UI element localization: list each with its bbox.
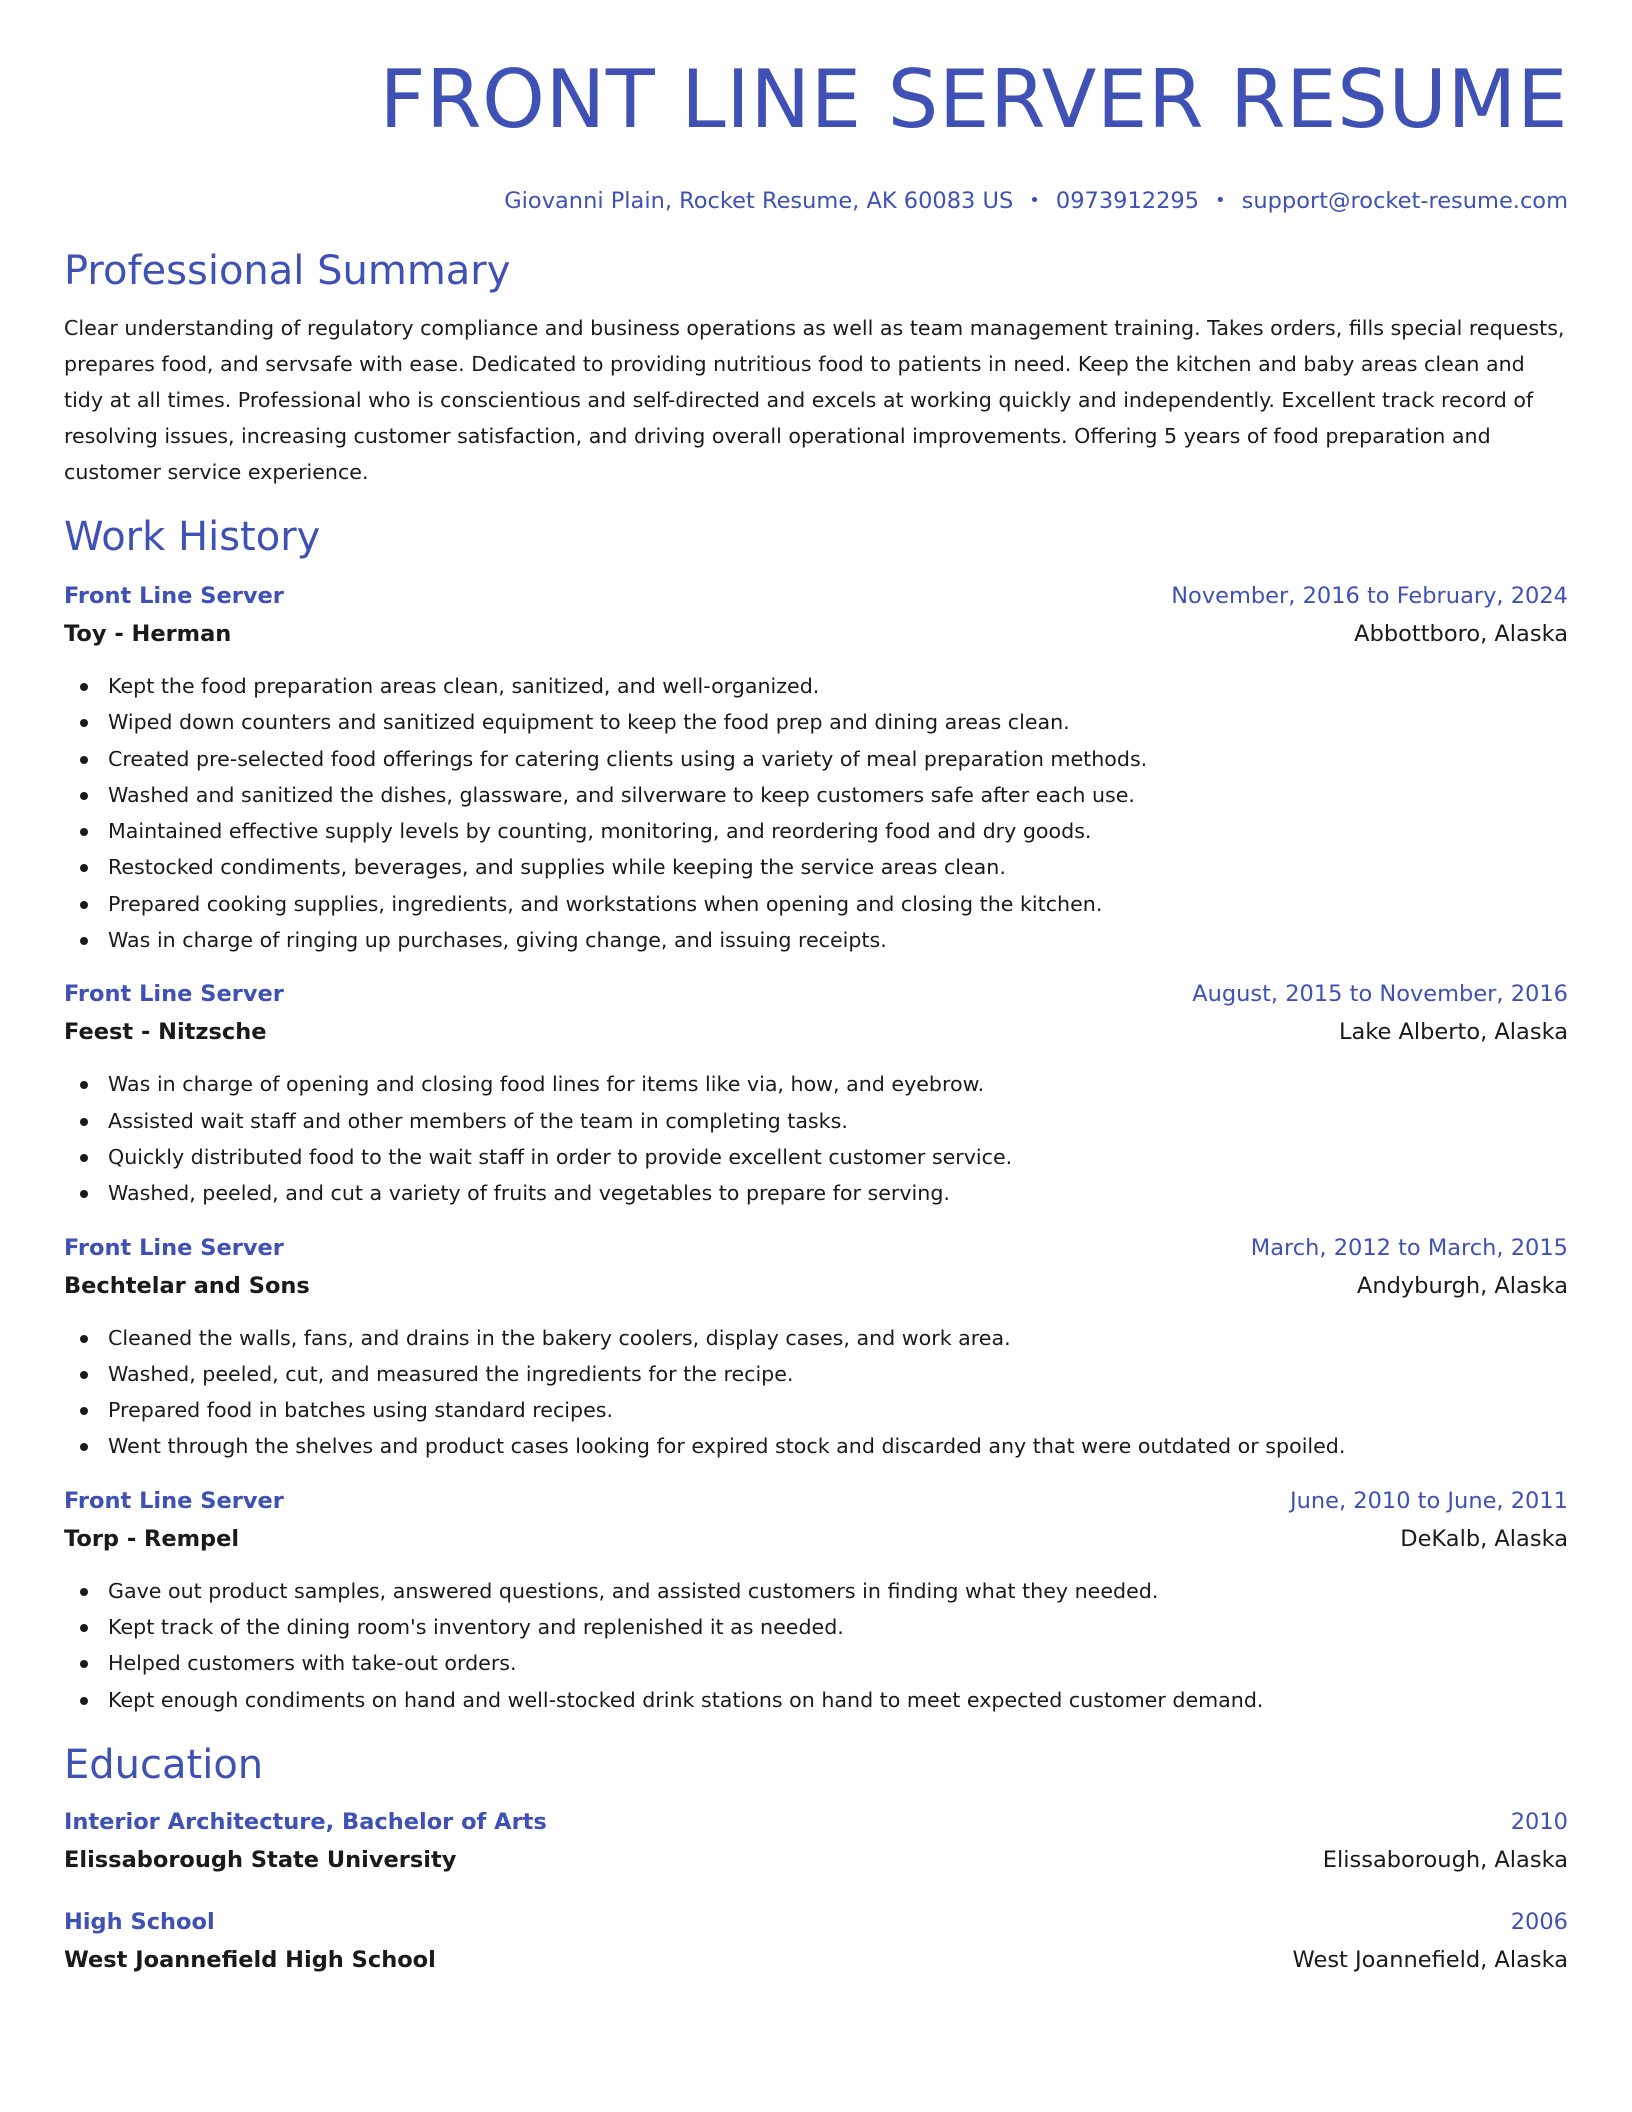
job-location: Lake Alberto, Alaska <box>1338 1019 1568 1046</box>
education-location: Elissaborough, Alaska <box>1322 1846 1568 1873</box>
job-location: Andyburgh, Alaska <box>1356 1272 1568 1299</box>
job-bullets <box>64 668 1568 958</box>
job-entry <box>64 1232 1568 1465</box>
bullet-item: Cleaned the walls, fans, and drains in the bakery coolers, display cases, and work area. <box>64 1320 1568 1356</box>
bullet-item: Quickly distributed food to the wait staff in order to provide excellent customer service. <box>64 1139 1568 1175</box>
job-company: Torp - Rempel <box>64 1525 240 1552</box>
education-school: West Joannefield High School <box>64 1946 436 1973</box>
job-entry <box>64 978 1568 1211</box>
job-bullets <box>64 1573 1568 1718</box>
work-history-section <box>64 512 1568 1718</box>
summary-text: Clear understanding of regulatory compliance and business operations as well as team management training. Takes orders, fills special requests, prepares food, and servsafe with ease. Dedicated to providing nutritious food to patients in need. Keep the kitchen and baby areas clean and tidy at all times. Professional who is conscientious and self-directed and excels at working quickly and independently. Excellent track record of resolving issues, increasing customer satisfaction, and driving overall operational improvements. Offering 5 years of food preparation and customer service experience. <box>64 316 1565 484</box>
education-year: 2010 <box>1510 1808 1568 1835</box>
job-dates: June, 2010 to June, 2011 <box>1289 1487 1568 1514</box>
education-degree: High School <box>64 1908 215 1935</box>
bullet-item: Maintained effective supply levels by counting, monitoring, and reordering food and dry goods. <box>64 813 1568 849</box>
bullet-item: Washed, peeled, and cut a variety of fruits and vegetables to prepare for serving. <box>64 1175 1568 1211</box>
job-dates: August, 2015 to November, 2016 <box>1192 981 1568 1008</box>
contact-address: Giovanni Plain, Rocket Resume, AK 60083 US <box>504 188 1014 214</box>
bullet-item: Prepared food in batches using standard recipes. <box>64 1392 1568 1428</box>
bullet-item: Washed and sanitized the dishes, glassware, and silverware to keep customers safe after each use. <box>64 777 1568 813</box>
bullet-item: Was in charge of ringing up purchases, giving change, and issuing receipts. <box>64 922 1568 958</box>
bullet-item: Prepared cooking supplies, ingredients, and workstations when opening and closing the kitchen. <box>64 886 1568 922</box>
job-title: Front Line Server <box>64 981 284 1008</box>
bullet-item: Kept track of the dining room's inventory and replenished it as needed. <box>64 1609 1568 1645</box>
job-dates: November, 2016 to February, 2024 <box>1171 583 1568 609</box>
education-year: 2006 <box>1510 1908 1568 1935</box>
bullet-item: Kept the food preparation areas clean, sanitized, and well-organized. <box>64 668 1568 704</box>
bullet-item: Gave out product samples, answered questions, and assisted customers in finding what they needed. <box>64 1573 1568 1609</box>
education-section <box>64 1740 1568 1976</box>
bullet-item: Restocked condiments, beverages, and supplies while keeping the service areas clean. <box>64 849 1568 885</box>
education-school: Elissaborough State University <box>64 1846 457 1873</box>
contact-line <box>64 186 1568 216</box>
bullet-item: Went through the shelves and product cases looking for expired stock and discarded any that were outdated or spoiled. <box>64 1428 1568 1464</box>
bullet-item: Was in charge of opening and closing food lines for items like via, how, and eyebrow. <box>64 1066 1568 1102</box>
bullet-item: Created pre-selected food offerings for catering clients using a variety of meal preparation methods. <box>64 741 1568 777</box>
education-entry <box>64 1906 1568 1976</box>
summary-section <box>64 246 1568 490</box>
job-dates: March, 2012 to March, 2015 <box>1250 1234 1568 1261</box>
job-title: Front Line Server <box>64 583 284 609</box>
bullet-item: Assisted wait staff and other members of the team in completing tasks. <box>64 1103 1568 1139</box>
job-entry <box>64 580 1568 958</box>
job-title: Front Line Server <box>64 1487 284 1514</box>
education-location: West Joannefield, Alaska <box>1292 1946 1568 1973</box>
contact-separator: • <box>1215 190 1226 211</box>
bullet-item: Wiped down counters and sanitized equipment to keep the food prep and dining areas clean. <box>64 704 1568 740</box>
education-degree: Interior Architecture, Bachelor of Arts <box>64 1808 547 1835</box>
job-entry <box>64 1485 1568 1718</box>
job-company: Feest - Nitzsche <box>64 1019 267 1046</box>
job-company: Bechtelar and Sons <box>64 1272 310 1299</box>
job-location: Abbottboro, Alaska <box>1354 621 1568 647</box>
page-title: FRONT LINE SERVER RESUME <box>379 53 1568 146</box>
bullet-item: Helped customers with take-out orders. <box>64 1645 1568 1681</box>
contact-email: support@rocket-resume.com <box>1241 188 1568 214</box>
job-company: Toy - Herman <box>64 621 232 647</box>
summary-heading: Professional Summary <box>64 248 511 294</box>
contact-phone: 0973912295 <box>1055 188 1200 214</box>
resume-header <box>64 52 1568 216</box>
education-entry <box>64 1806 1568 1876</box>
work-history-heading: Work History <box>64 514 321 560</box>
bullet-item: Washed, peeled, cut, and measured the ingredients for the recipe. <box>64 1356 1568 1392</box>
bullet-item: Kept enough condiments on hand and well-stocked drink stations on hand to meet expected customer demand. <box>64 1682 1568 1718</box>
education-heading: Education <box>64 1741 264 1788</box>
contact-separator: • <box>1029 190 1040 211</box>
job-title: Front Line Server <box>64 1234 284 1261</box>
job-bullets <box>64 1320 1568 1465</box>
job-location: DeKalb, Alaska <box>1400 1525 1568 1552</box>
job-bullets <box>64 1066 1568 1211</box>
